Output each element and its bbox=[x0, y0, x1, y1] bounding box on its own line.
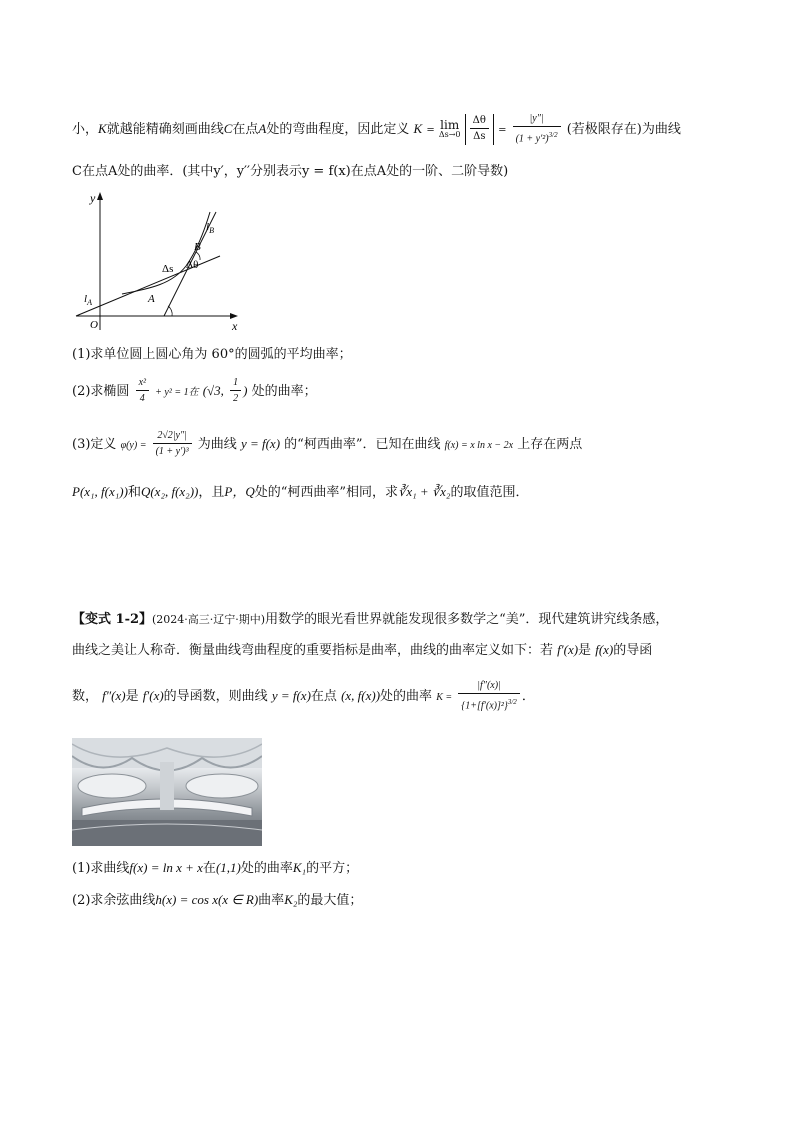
math-C: C bbox=[223, 121, 233, 137]
architecture-photo bbox=[72, 738, 262, 846]
text: 处的弯曲程度，因此定义 bbox=[266, 122, 410, 138]
frac-den bbox=[458, 694, 520, 714]
question-3-line-1 bbox=[72, 424, 582, 466]
formula-eq: = bbox=[426, 125, 435, 137]
variant-line-3 bbox=[72, 676, 535, 718]
text: 处的曲率 bbox=[240, 861, 293, 876]
question-3-line-2 bbox=[72, 482, 528, 503]
variant-line-2 bbox=[72, 640, 652, 661]
formula-K: K bbox=[413, 121, 423, 137]
math-K: K bbox=[98, 121, 107, 137]
text: 曲率 bbox=[258, 893, 285, 908]
A-label: A bbox=[148, 293, 155, 305]
point-P: P(x₁, f(x₁)) bbox=[72, 484, 128, 499]
curvature-fraction bbox=[513, 112, 561, 147]
curve-expr: y = f(x) bbox=[271, 688, 311, 703]
text: 在点 bbox=[310, 689, 337, 704]
text: ． bbox=[521, 689, 535, 704]
text: (若极限存在)为曲线 bbox=[566, 122, 681, 138]
question-1: (1)求单位圆上圆心角为 60°的圆弧的平均曲率； bbox=[72, 347, 352, 362]
origin-label: O bbox=[90, 319, 98, 331]
curved-balcony-left bbox=[78, 774, 146, 798]
dtheta-label: Δθ bbox=[186, 259, 199, 271]
curved-balcony-right bbox=[186, 774, 258, 798]
text: 就越能精确刻画曲线 bbox=[106, 122, 224, 138]
den-exp: 3/2 bbox=[507, 697, 517, 706]
text: 为曲线 bbox=[197, 437, 237, 452]
phi-def: φ(y) = bbox=[120, 440, 147, 451]
den-exp: 3/2 bbox=[548, 131, 558, 139]
text: 的导函数，则曲线 bbox=[163, 689, 268, 704]
lA-sub: A bbox=[87, 298, 92, 307]
curve-expr: y = f(x) bbox=[240, 436, 281, 451]
point-x: (√3, bbox=[202, 383, 224, 398]
K1: K₁ bbox=[292, 860, 307, 875]
point-close: ) bbox=[243, 383, 248, 398]
text: 的平方； bbox=[306, 861, 359, 876]
frac-num: |f″(x)| bbox=[458, 679, 520, 694]
architecture-photo-art bbox=[72, 738, 262, 846]
fx-expr: f(x) bbox=[595, 642, 614, 657]
fpp-expr: f″(x) bbox=[102, 688, 126, 703]
frac-den: 2 bbox=[233, 393, 239, 404]
limit-operator bbox=[438, 117, 461, 140]
dtheta-over-ds bbox=[470, 114, 489, 145]
definition-line-2: C在点A处的曲率．(其中y′，y′′分别表示y = f(x)在点A处的一阶、二阶导数) bbox=[72, 164, 509, 179]
text: 处的曲率 bbox=[380, 689, 433, 704]
frac-num: Δθ bbox=[470, 114, 489, 129]
text: 用数学的眼光看世界就能发现很多数学之“美”．现代建筑讲究线条感， bbox=[265, 612, 669, 627]
text: 数， bbox=[72, 689, 99, 704]
cube-root-sum: ∛x₁ + ∛x₂ bbox=[398, 484, 451, 499]
fp-expr: f′(x) bbox=[142, 688, 164, 703]
frac-den bbox=[513, 127, 561, 147]
K2: K₂ bbox=[284, 892, 298, 907]
text: 上存在两点 bbox=[517, 437, 583, 452]
text: 在点 bbox=[232, 122, 259, 138]
cauchy-fraction bbox=[153, 429, 192, 460]
text: (3)定义 bbox=[72, 437, 117, 452]
text: (2)求余弦曲线 bbox=[72, 893, 156, 908]
y-axis-arrow bbox=[97, 192, 103, 200]
text: (1)求曲线 bbox=[72, 861, 130, 876]
curve-C bbox=[122, 212, 210, 294]
frac-num: 1 bbox=[230, 376, 241, 391]
text: 的“柯西曲率”．已知在曲线 bbox=[284, 437, 441, 452]
variant-source: (2024·高三·辽宁·期中) bbox=[152, 613, 266, 626]
point-Q: Q(x₂, f(x₂)) bbox=[140, 484, 199, 499]
func-expr: f(x) = x ln x − 2x bbox=[444, 440, 514, 451]
frac-num: 2√2|y″| bbox=[153, 429, 192, 444]
fp-expr: f′(x) bbox=[557, 642, 579, 657]
frac-den: (1 + y′)³ bbox=[155, 446, 189, 457]
abs-fraction bbox=[465, 114, 494, 145]
lB-sub: B bbox=[209, 226, 214, 235]
func-expr: h(x) = cos x(x ∈ R) bbox=[155, 892, 259, 907]
x2-over-4 bbox=[136, 376, 149, 407]
column bbox=[160, 762, 174, 810]
lA-l: l bbox=[84, 293, 88, 305]
frac-num: x² bbox=[136, 376, 149, 391]
variant-question-1 bbox=[72, 858, 358, 879]
tangent-lA bbox=[76, 256, 220, 316]
text: 小， bbox=[72, 122, 99, 138]
text: 是 bbox=[578, 643, 592, 658]
PQ: P，Q bbox=[224, 484, 255, 499]
variant-tag: 【变式 1-2】 bbox=[72, 612, 153, 627]
frac-den: 4 bbox=[139, 393, 145, 404]
lA-label bbox=[84, 293, 92, 307]
math-A: A bbox=[258, 121, 267, 137]
ellipse-rest: + y² = 1在 bbox=[155, 387, 199, 398]
text: 曲线之美让人称奇．衡量曲线弯曲程度的重要指标是曲率，曲线的曲率定义如下：若 bbox=[72, 643, 554, 658]
frac-den: Δs bbox=[473, 131, 486, 143]
text: 处的曲率； bbox=[251, 384, 317, 399]
text: 处的“柯西曲率”相同，求 bbox=[254, 485, 399, 500]
lim-subscript: Δs→0 bbox=[438, 129, 461, 139]
one-half bbox=[230, 376, 241, 407]
y-label: y bbox=[90, 191, 96, 205]
lB-l: l bbox=[206, 221, 210, 233]
lim-text: lim bbox=[440, 117, 460, 132]
variant-question-2 bbox=[72, 890, 362, 911]
curvature-formula bbox=[458, 679, 520, 714]
point-expr: (1,1) bbox=[215, 860, 241, 875]
formula-eq2: = bbox=[498, 125, 507, 137]
text: (2)求椭圆 bbox=[72, 384, 130, 399]
text: 的导函 bbox=[613, 643, 653, 658]
text: 是 bbox=[125, 689, 139, 704]
question-2 bbox=[72, 374, 317, 410]
point-expr: (x, f(x)) bbox=[341, 688, 381, 703]
text: ，且 bbox=[198, 485, 225, 500]
curvature-diagram bbox=[72, 190, 242, 336]
x-label: x bbox=[232, 319, 238, 333]
text: 在 bbox=[202, 861, 216, 876]
B-label: B bbox=[194, 241, 201, 253]
frac-num: |y″| bbox=[513, 112, 561, 127]
K-eq: K = bbox=[436, 692, 453, 703]
definition-line-1 bbox=[72, 112, 681, 147]
func-expr: f(x) = ln x + x bbox=[129, 860, 203, 875]
text: 的取值范围． bbox=[450, 485, 529, 500]
ds-label: Δs bbox=[162, 263, 174, 275]
variant-line-1 bbox=[72, 610, 668, 630]
text: 和 bbox=[127, 485, 141, 500]
text: 的最大值； bbox=[297, 893, 363, 908]
den-base: {1+[f′(x)]²} bbox=[461, 700, 508, 712]
den-base: (1 + y′²) bbox=[515, 133, 549, 145]
